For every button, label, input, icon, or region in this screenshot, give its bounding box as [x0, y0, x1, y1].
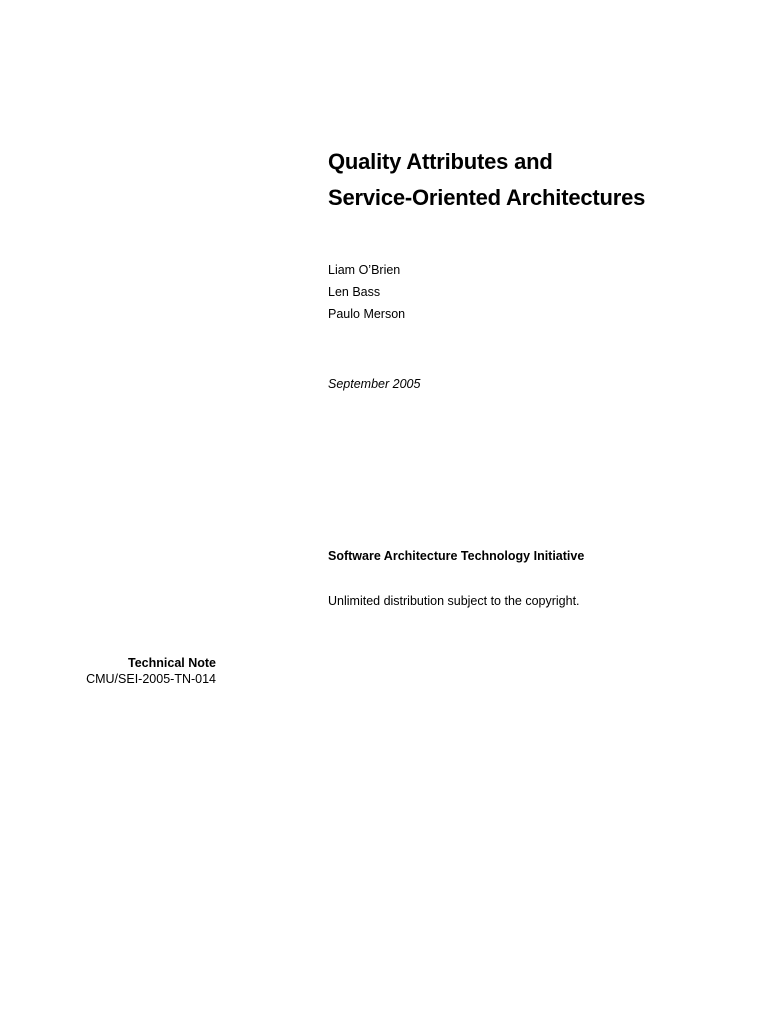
initiative-name: Software Architecture Technology Initiative	[328, 549, 585, 563]
author-name: Liam O’Brien	[328, 263, 401, 277]
author-name: Paulo Merson	[328, 307, 406, 321]
author-name: Len Bass	[328, 285, 381, 299]
distribution-notice: Unlimited distribution subject to the copyright.	[328, 594, 580, 608]
report-identifier	[16, 655, 216, 687]
report-type: Technical Note	[128, 656, 216, 670]
publication-date: September 2005	[328, 377, 421, 391]
title-line-2: Service-Oriented Architectures	[328, 185, 646, 210]
title-line-1: Quality Attributes and	[328, 149, 553, 174]
report-number: CMU/SEI-2005-TN-014	[86, 672, 216, 686]
author-list	[328, 259, 628, 325]
document-title	[328, 144, 748, 216]
